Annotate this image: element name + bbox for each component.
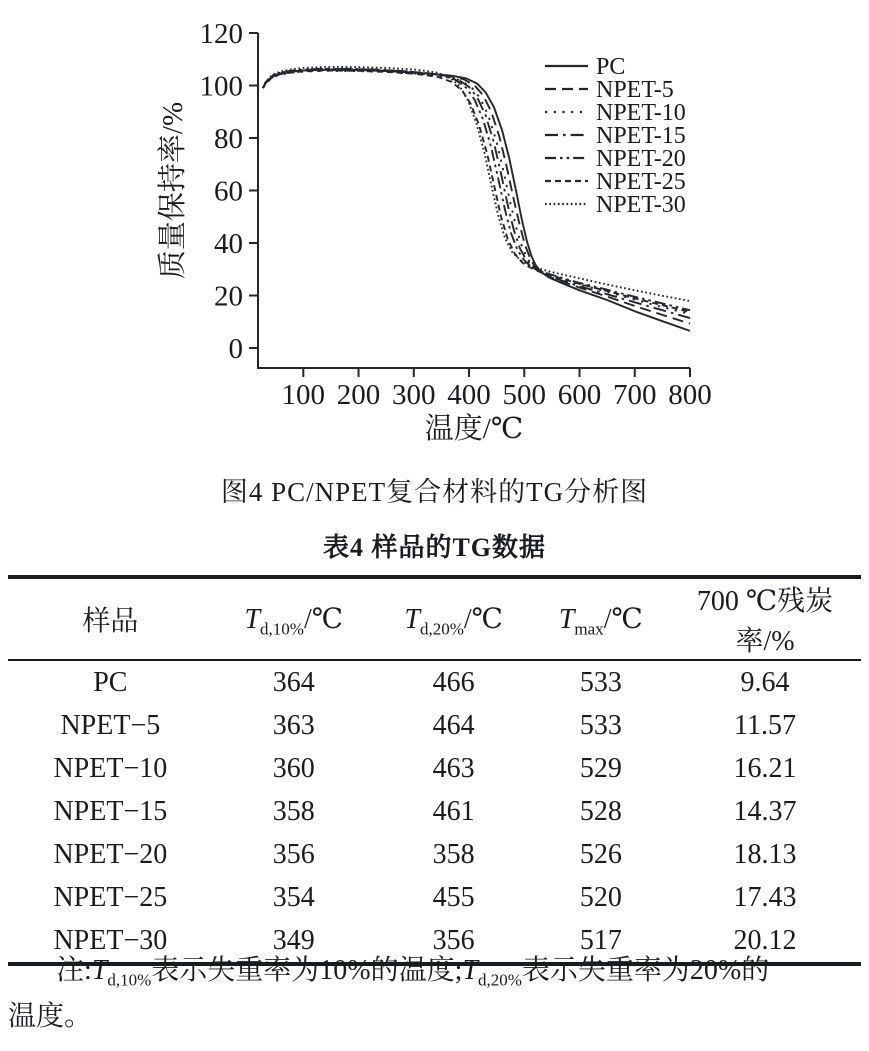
figure-caption: 图4 PC/NPET复合材料的TG分析图 xyxy=(220,477,649,507)
legend-label-NPET-25: NPET-25 xyxy=(596,169,686,195)
table-cell: 463 xyxy=(432,752,475,784)
legend-label-NPET-20: NPET-20 xyxy=(596,146,686,172)
note-line-2: 温度。 xyxy=(8,1001,93,1032)
table-cell: 520 xyxy=(579,881,622,913)
table-cell: 461 xyxy=(432,795,475,827)
col-header-tmax: $T_{max}/℃$ xyxy=(558,604,643,639)
col-header-td10: $T_{d,10\%}/℃$ xyxy=(244,604,344,639)
table-row xyxy=(8,704,861,747)
tg-data-table xyxy=(8,575,861,966)
y-tick-label: 20 xyxy=(214,280,243,313)
table-cell: 464 xyxy=(432,709,475,741)
table-cell: 14.37 xyxy=(733,795,797,827)
table-cell: PC xyxy=(93,666,128,698)
table-cell: NPET−15 xyxy=(53,795,168,827)
x-tick-label: 200 xyxy=(336,379,381,411)
y-tick-label: 60 xyxy=(214,175,243,208)
legend-label-NPET-10: NPET-10 xyxy=(596,100,686,126)
y-tick-label: 40 xyxy=(214,228,243,260)
table-cell: NPET−25 xyxy=(53,881,168,913)
table-cell: 356 xyxy=(432,924,475,956)
table-row xyxy=(8,876,861,919)
y-tick-label: 120 xyxy=(199,18,243,50)
table-cell: 17.43 xyxy=(733,881,797,913)
table-cell: 528 xyxy=(579,795,622,827)
table-cell: 455 xyxy=(432,881,475,913)
table-cell: 533 xyxy=(579,709,622,741)
legend-label-NPET-5: NPET-5 xyxy=(596,77,674,103)
table-cell: 11.57 xyxy=(734,709,796,741)
table-cell: 349 xyxy=(272,924,315,956)
x-tick-label: 300 xyxy=(392,379,436,411)
col-header-char-residue: 700 ℃残炭率/% xyxy=(696,586,834,657)
table-cell: 360 xyxy=(272,752,315,784)
table-row xyxy=(8,660,861,704)
table-note xyxy=(8,948,863,1040)
table-cell: 16.21 xyxy=(733,752,797,784)
table-cell: 466 xyxy=(432,666,475,698)
col-header-sample: 样品 xyxy=(82,606,139,637)
table-cell: 363 xyxy=(272,709,315,741)
table-cell: 517 xyxy=(579,924,622,956)
x-tick-label: 100 xyxy=(281,379,326,411)
table-row xyxy=(8,790,861,833)
table-cell: 529 xyxy=(579,752,622,784)
table-cell: 9.64 xyxy=(740,666,790,698)
x-axis-title: 温度/℃ xyxy=(424,413,524,445)
table-cell: NPET−30 xyxy=(53,924,168,956)
table-caption: 表4 样品的TG数据 xyxy=(322,533,547,562)
table-cell: 358 xyxy=(272,795,315,827)
table-cell: NPET−20 xyxy=(53,838,168,870)
x-tick-label: 500 xyxy=(502,379,547,411)
col-header-td20: $T_{d,20\%}/℃$ xyxy=(404,604,503,639)
table-row xyxy=(8,747,861,790)
table-cell: 20.12 xyxy=(733,924,797,956)
y-tick-label: 0 xyxy=(228,333,243,365)
x-tick-label: 700 xyxy=(613,379,657,411)
legend-label-NPET-30: NPET-30 xyxy=(596,192,686,218)
table-cell: 533 xyxy=(579,666,622,698)
table-cell: 364 xyxy=(272,666,315,698)
table-header-row xyxy=(8,577,861,660)
y-tick-label: 100 xyxy=(199,70,243,103)
legend-label-NPET-15: NPET-15 xyxy=(596,123,686,149)
y-axis-title: 质量保持率/% xyxy=(157,101,189,280)
table-cell: 18.13 xyxy=(733,838,797,870)
table-row xyxy=(8,833,861,876)
legend-label-PC: PC xyxy=(596,54,626,80)
table-cell: NPET−10 xyxy=(53,752,168,784)
x-tick-label: 600 xyxy=(557,379,602,411)
table-cell: 354 xyxy=(272,881,315,913)
x-tick-label: 400 xyxy=(447,379,491,411)
tg-chart xyxy=(0,0,869,460)
table-cell: 356 xyxy=(272,838,315,870)
table-cell: 526 xyxy=(579,838,622,870)
table-cell: 358 xyxy=(432,838,475,870)
y-tick-label: 80 xyxy=(214,123,243,155)
note-line-1: 注$:T_{d,10\%}$表示失重率为10%的温度$;T_{d,20\%}$表示失重率为20%的 xyxy=(56,955,770,990)
table-cell: NPET−5 xyxy=(60,709,161,741)
x-tick-label: 800 xyxy=(668,379,712,411)
